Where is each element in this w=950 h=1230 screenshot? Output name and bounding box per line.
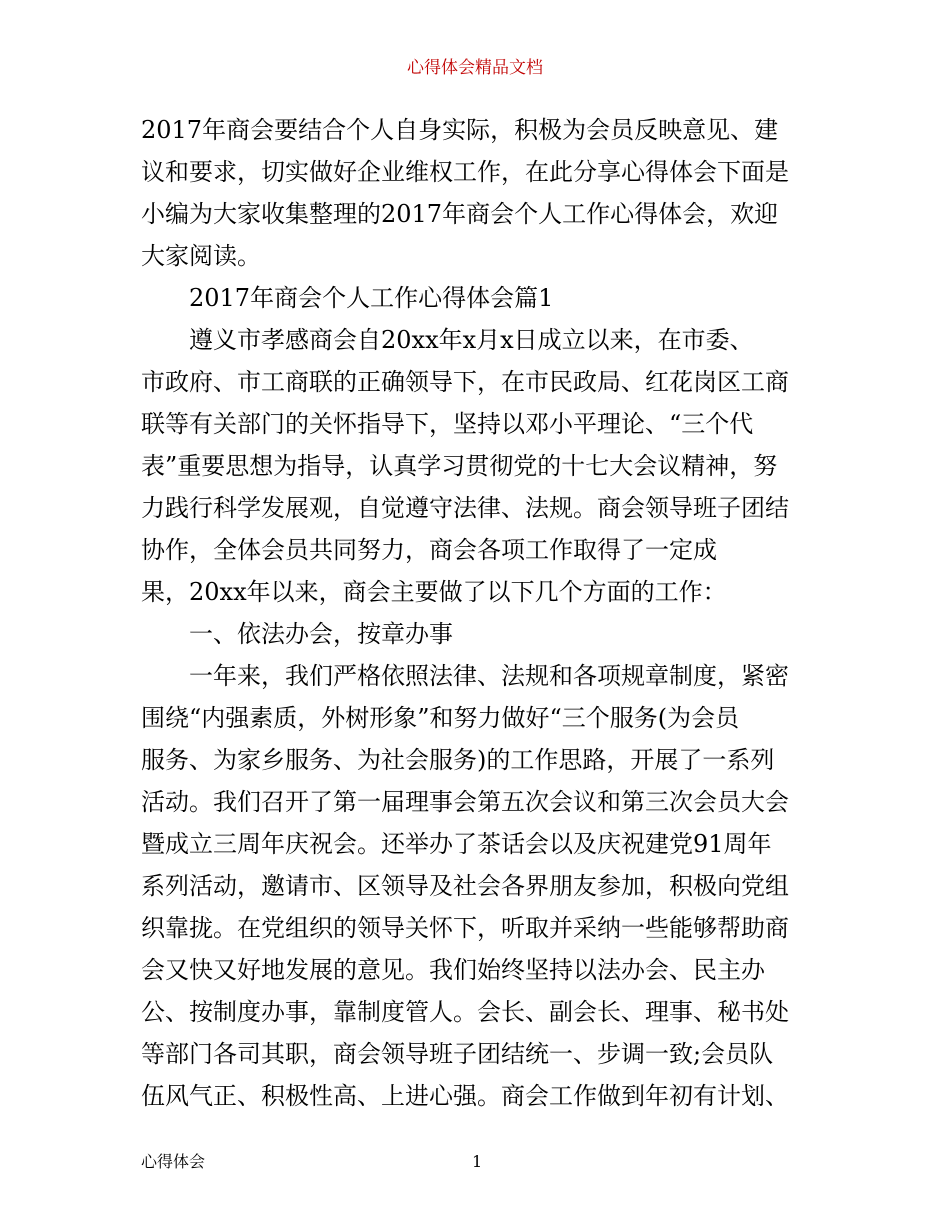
body-line: 一年来，我们严格依照法律、法规和各项规章制度，紧密 <box>189 662 789 690</box>
body-line: 遵义市孝感商会自20xx年x月x日成立以来，在市委、 <box>189 326 754 354</box>
body-line: 伍风气正、积极性高、上进心强。商会工作做到年初有计划、 <box>141 1082 789 1110</box>
body-line: 围绕“内强素质，外树形象”和努力做好“三个服务(为会员 <box>141 704 740 732</box>
body-line: 会又快又好地发展的意见。我们始终坚持以法办会、民主办 <box>141 956 765 984</box>
body-line: 联等有关部门的关怀指导下，坚持以邓小平理论、“三个代 <box>141 410 754 438</box>
footer-label: 心得体会 <box>141 1152 206 1171</box>
body-line: 表”重要思想为指导，认真学习贯彻党的十七大会议精神，努 <box>141 452 778 480</box>
body-line: 系列活动，邀请市、区领导及社会各界朋友参加，积极向党组 <box>141 872 789 900</box>
body-line: 力践行科学发展观，自觉遵守法律、法规。商会领导班子团结 <box>141 494 789 522</box>
page-number: 1 <box>472 1152 483 1171</box>
body-line: 小编为大家收集整理的2017年商会个人工作心得体会，欢迎 <box>141 200 779 228</box>
body-line: 等部门各司其职，商会领导班子团结统一、步调一致;会员队 <box>141 1040 774 1068</box>
section-heading: 一、依法办会，按章办事 <box>189 620 453 648</box>
body-line: 2017年商会要结合个人自身实际，积极为会员反映意见、建 <box>141 116 779 144</box>
body-line: 服务、为家乡服务、为社会服务)的工作思路，开展了一系列 <box>141 746 775 774</box>
section-title: 2017年商会个人工作心得体会篇1 <box>189 284 554 312</box>
body-line: 活动。我们召开了第一届理事会第五次会议和第三次会员大会 <box>141 788 789 816</box>
body-line: 市政府、市工商联的正确领导下，在市民政局、红花岗区工商 <box>141 368 789 396</box>
document-footer <box>141 1150 821 1174</box>
document-header-title: 心得体会精品文档 <box>407 58 543 78</box>
body-line: 暨成立三周年庆祝会。还举办了茶话会以及庆祝建党91周年 <box>141 830 772 858</box>
body-line: 大家阅读。 <box>141 242 261 270</box>
body-line: 公、按制度办事，靠制度管人。会长、副会长、理事、秘书处 <box>141 998 789 1026</box>
body-line: 织靠拢。在党组织的领导关怀下，听取并采纳一些能够帮助商 <box>141 914 789 942</box>
document-body <box>141 109 821 1117</box>
body-line: 果，20xx年以来，商会主要做了以下几个方面的工作： <box>141 578 727 606</box>
body-line: 议和要求，切实做好企业维权工作，在此分享心得体会下面是 <box>141 158 789 186</box>
body-line: 协作，全体会员共同努力，商会各项工作取得了一定成 <box>141 536 717 564</box>
